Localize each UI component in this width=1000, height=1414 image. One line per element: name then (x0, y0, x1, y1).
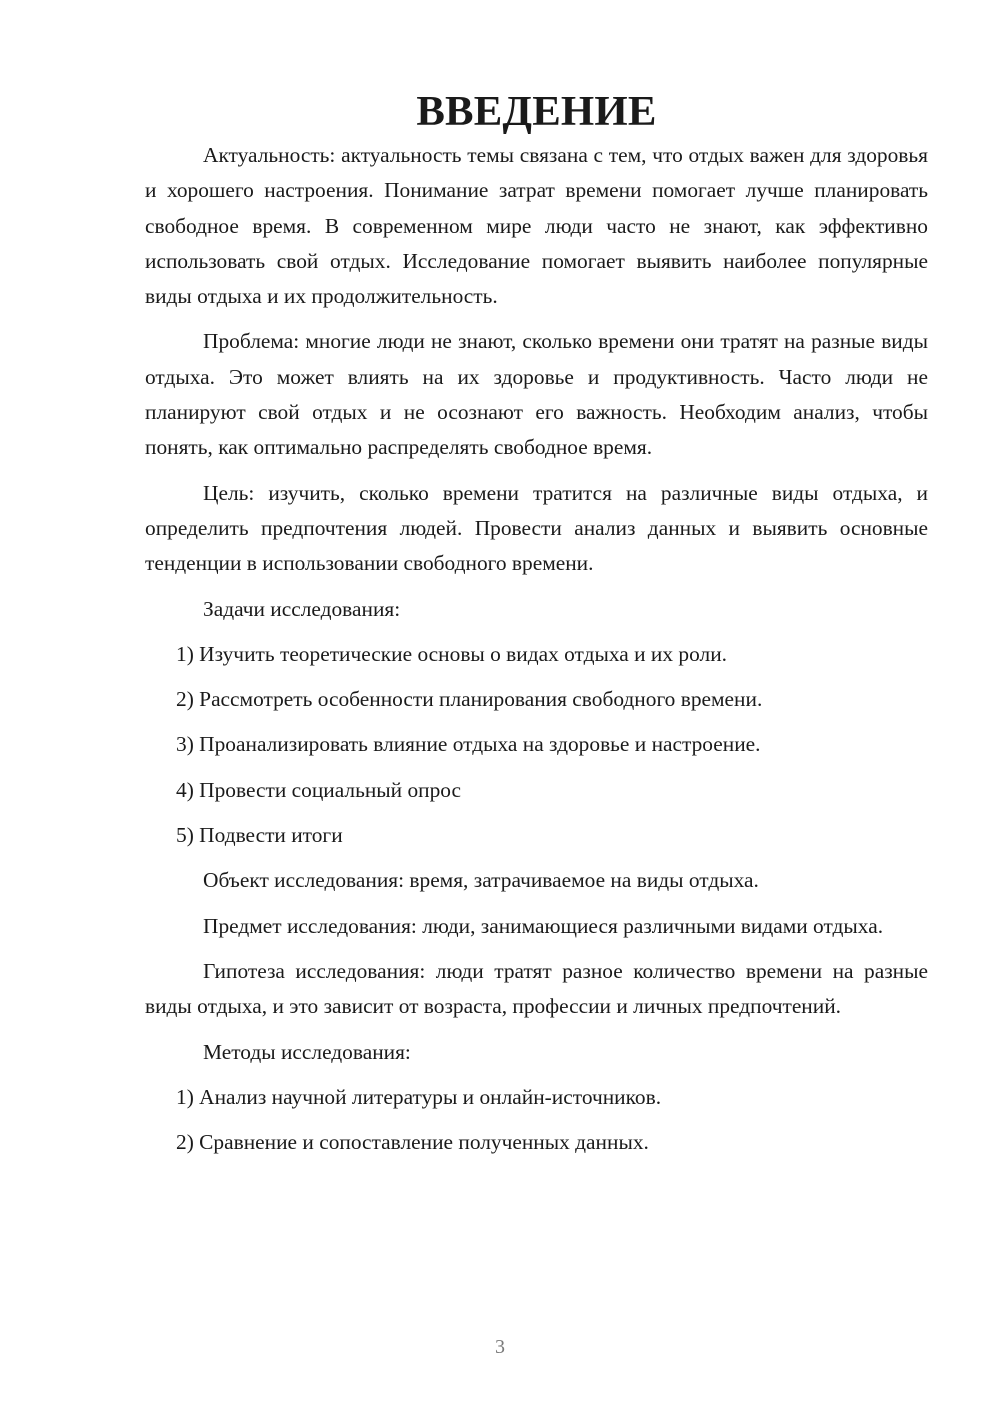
problem-paragraph: Проблема: многие люди не знают, сколько времени они тратят на разные виды отдыха. Это может влиять на их здоровье и продуктивность. Часто люди не планируют свой отдых и не осознают его важность. Необходим анализ, чтобы понять, как оптимально распределять свободное время. (145, 329, 928, 460)
methods-heading: Методы исследования: (203, 1039, 411, 1064)
tasks-list (145, 637, 928, 853)
methods-list (145, 1080, 928, 1161)
hypothesis-paragraph: Гипотеза исследования: люди тратят разное количество времени на разные виды отдыха, и это зависит от возраста, профессии и личных предпочтений. (145, 958, 928, 1019)
list-item: 4) Провести социальный опрос (176, 777, 462, 802)
page-number: 3 (495, 1336, 505, 1358)
subject-paragraph: Предмет исследования: люди, занимающиеся различными видами отдыха. (203, 913, 884, 938)
list-item: 1) Анализ научной литературы и онлайн-источников. (176, 1084, 662, 1109)
list-item: 2) Рассмотреть особенности планирования свободного времени. (176, 687, 763, 712)
list-item: 1) Изучить теоретические основы о видах отдыха и их роли. (176, 641, 727, 666)
tasks-heading: Задачи исследования: (203, 596, 401, 621)
section-title: ВВЕДЕНИЕ (416, 88, 657, 135)
page-content (145, 88, 928, 1170)
list-item: 3) Проанализировать влияние отдыха на здоровье и настроение. (176, 732, 761, 757)
relevance-paragraph: Актуальность: актуальность темы связана с тем, что отдых важен для здоровья и хорошего настроения. Понимание затрат времени помогает лучше планировать свободное время. В современном мире люди часто не знают, как эффективно использовать свой отдых. Исследование помогает выявить наиболее популярные виды отдыха и их продолжительность. (145, 143, 928, 309)
list-item: 5) Подвести итоги (176, 823, 343, 848)
object-paragraph: Объект исследования: время, затрачиваемое на виды отдыха. (203, 868, 759, 893)
goal-paragraph: Цель: изучить, сколько времени тратится на различные виды отдыха, и определить предпочтения людей. Провести анализ данных и выявить основные тенденции в использовании свободного времени. (145, 480, 928, 576)
list-item: 2) Сравнение и сопоставление полученных данных. (176, 1130, 649, 1155)
